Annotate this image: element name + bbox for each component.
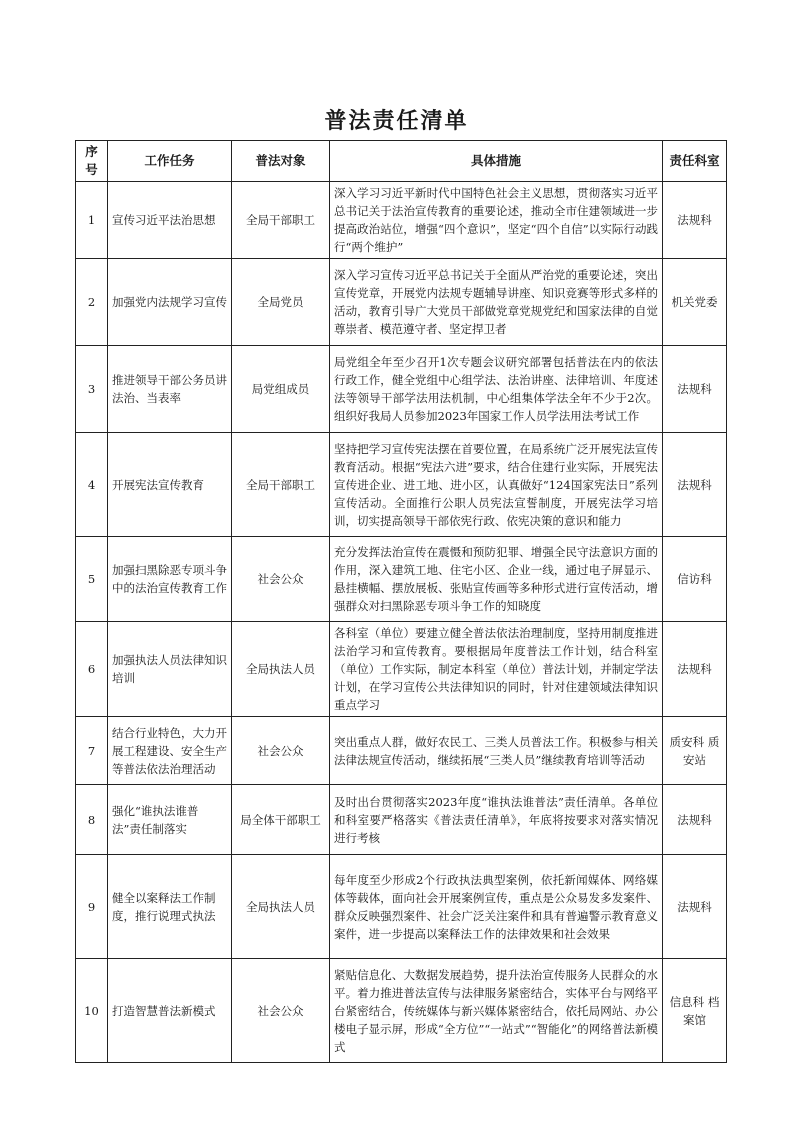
cell-dept: 法规科 [663,433,727,537]
cell-target: 局党组成员 [232,346,330,433]
page-title: 普法责任清单 [324,109,469,134]
cell-target: 全局干部职工 [232,182,330,259]
cell-dept: 法规科 [663,622,727,717]
cell-no: 8 [76,785,108,855]
cell-target: 社会公众 [232,537,330,622]
table-row [76,959,727,1063]
cell-dept: 法规科 [663,182,727,259]
header-no: 序号 [76,141,108,182]
header-row [76,141,727,182]
cell-target: 局全体干部职工 [232,785,330,855]
cell-measures: 各科室（单位）要建立健全普法依法治理制度，坚持用制度推进法治学习和宣传教育。要根据局年度普法工作计划，结合科室（单位）工作实际，制定本科室（单位）普法计划，并制定学法计划，在学习宣传公共法律知识的同时，针对住建领域法律知识重点学习 [330,622,663,717]
cell-dept: 法规科 [663,785,727,855]
cell-task: 加强扫黑除恶专项斗争中的法治宣传教育工作 [108,537,232,622]
header-task: 工作任务 [108,141,232,182]
cell-measures: 及时出台贯彻落实2023年度“谁执法谁普法”责任清单。各单位和科室要严格落实《普法责任清单》，年底将按要求对落实情况进行考核 [330,785,663,855]
cell-target: 全局干部职工 [232,433,330,537]
table-row [76,182,727,259]
header-measures: 具体措施 [330,141,663,182]
cell-task: 健全以案释法工作制度，推行说理式执法 [108,855,232,959]
cell-no: 7 [76,717,108,785]
cell-no: 10 [76,959,108,1063]
cell-dept: 法规科 [663,346,727,433]
cell-dept: 信息科 档案馆 [663,959,727,1063]
table-row [76,433,727,537]
cell-no: 3 [76,346,108,433]
responsibility-table [75,140,727,1063]
cell-dept: 质安科 质安站 [663,717,727,785]
table-row [76,785,727,855]
cell-measures: 坚持把学习宣传宪法摆在首要位置，在局系统广泛开展宪法宣传教育活动。根据“宪法六进”要求，结合住建行业实际，开展宪法宣传进企业、进工地、进小区，认真做好“124国家宪法日”系列宣传活动。全面推行公职人员宪法宣誓制度，开展宪法学习培训，切实提高领导干部依宪行政、依宪决策的意识和能力 [330,433,663,537]
cell-dept: 机关党委 [663,259,727,346]
header-dept: 责任科室 [663,141,727,182]
table-row [76,855,727,959]
cell-task: 加强党内法规学习宣传 [108,259,232,346]
table-row [76,259,727,346]
cell-no: 1 [76,182,108,259]
cell-measures: 局党组全年至少召开1次专题会议研究部署包括普法在内的依法行政工作，健全党组中心组学法、法治讲座、法律培训、年度述法等领导干部学法用法机制，中心组集体学法全年不少于2次。组织好我局人员参加2023年国家工作人员学法用法考试工作 [330,346,663,433]
table-row [76,717,727,785]
cell-measures: 充分发挥法治宣传在震慑和预防犯罪、增强全民守法意识方面的作用，深入建筑工地、住宅小区、企业一线，通过电子屏显示、悬挂横幅、摆放展板、张贴宣传画等多种形式进行宣传活动，增强群众对扫黑除恶专项斗争工作的知晓度 [330,537,663,622]
cell-target: 全局党员 [232,259,330,346]
table-row [76,346,727,433]
cell-measures: 突出重点人群，做好农民工、三类人员普法工作。积极参与相关法律法规宣传活动，继续拓展“三类人员”继续教育培训等活动 [330,717,663,785]
cell-task: 打造智慧普法新模式 [108,959,232,1063]
cell-target: 全局执法人员 [232,855,330,959]
cell-no: 9 [76,855,108,959]
cell-task: 结合行业特色，大力开展工程建设、安全生产等普法依法治理活动 [108,717,232,785]
cell-measures: 深入学习习近平新时代中国特色社会主义思想，贯彻落实习近平总书记关于法治宣传教育的重要论述，推动全市住建领域进一步提高政治站位，增强“四个意识”，坚定“四个自信”以实际行动践行“两个维护” [330,182,663,259]
cell-task: 加强执法人员法律知识培训 [108,622,232,717]
cell-measures: 每年度至少形成2个行政执法典型案例，依托新闻媒体、网络媒体等载体，面向社会开展案例宣传，重点是公众易发多发案件、群众反映强烈案件、社会广泛关注案件和具有普遍警示教育意义案件，进一步提高以案释法工作的法律效果和社会效果 [330,855,663,959]
cell-measures: 紧贴信息化、大数据发展趋势，提升法治宣传服务人民群众的水平。着力推进普法宣传与法律服务紧密结合，实体平台与网络平台紧密结合，传统媒体与新兴媒体紧密结合，依托局网站、办公楼电子显示屏，形成“全方位”“一站式”“智能化”的网络普法新模式 [330,959,663,1063]
cell-task: 推进领导干部公务员讲法治、当表率 [108,346,232,433]
cell-target: 全局执法人员 [232,622,330,717]
cell-no: 2 [76,259,108,346]
table-row [76,537,727,622]
table-row [76,622,727,717]
cell-dept: 信访科 [663,537,727,622]
cell-task: 宣传习近平法治思想 [108,182,232,259]
cell-no: 6 [76,622,108,717]
header-target: 普法对象 [232,141,330,182]
cell-target: 社会公众 [232,959,330,1063]
cell-dept: 法规科 [663,855,727,959]
cell-task: 强化“谁执法谁普法”责任制落实 [108,785,232,855]
cell-target: 社会公众 [232,717,330,785]
cell-no: 4 [76,433,108,537]
cell-measures: 深入学习宣传习近平总书记关于全面从严治党的重要论述，突出宣传党章，开展党内法规专题辅导讲座、知识竞赛等形式多样的活动，教育引导广大党员干部做党章党规党纪和国家法律的自觉尊崇者、模范遵守者、坚定捍卫者 [330,259,663,346]
cell-task: 开展宪法宣传教育 [108,433,232,537]
cell-no: 5 [76,537,108,622]
